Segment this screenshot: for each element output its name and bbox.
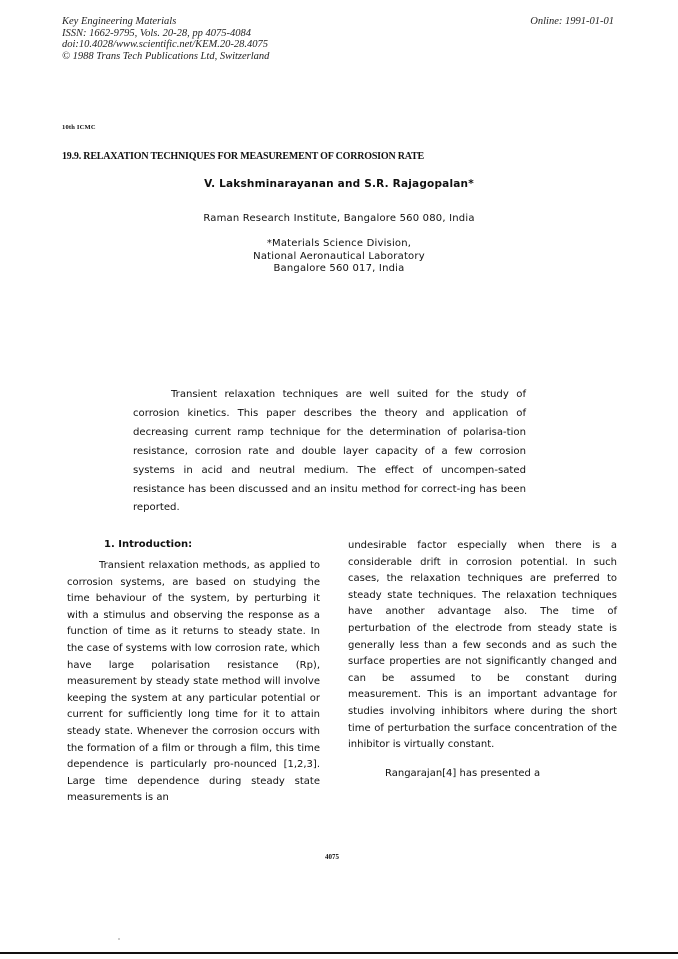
intro-paragraph-next: Rangarajan[4] has presented a <box>385 767 541 779</box>
affiliation-primary: Raman Research Institute, Bangalore 560 080, India <box>203 213 475 224</box>
affiliation-secondary-line-1: *Materials Science Division, <box>266 238 412 249</box>
right-column <box>348 538 617 782</box>
authors: V. Lakshminarayanan and S.R. Rajagopalan* <box>204 178 474 190</box>
section-heading: 1. Introduction: <box>104 539 193 550</box>
affiliation-secondary-line-3: Bangalore 560 017, India <box>273 263 405 274</box>
journal-header <box>62 16 269 62</box>
journal-name: Key Engineering Materials <box>62 16 177 27</box>
abstract <box>133 386 526 518</box>
affiliation-secondary-line-2: National Aeronautical Laboratory <box>253 251 425 262</box>
doi-line: doi:10.4028/www.scientific.net/KEM.20-28.4075 <box>62 39 268 50</box>
paper-title: 19.9. RELAXATION TECHNIQUES FOR MEASUREMENT OF CORROSION RATE <box>62 151 425 162</box>
conference-label: 10th ICMC <box>62 124 96 131</box>
scan-speck <box>118 938 120 940</box>
left-column <box>67 538 320 807</box>
page-number: 4075 <box>325 853 339 861</box>
abstract-text: Transient relaxation techniques are well suited for the study of corrosion kinetics. This paper describes the theory and application of decreasing current ramp technique for the determination of polarisa-tion resistance, corrosion rate and double layer capacity of a few corrosion systems in acid and neutral medium. The effect of uncompen-sated resistance has been discussed and an insitu method for correct-ing has been reported. <box>133 389 526 514</box>
intro-paragraph-left: Transient relaxation methods, as applied to corrosion systems, are based on studying the time behaviour of the system, by perturbing it with a stimulus and observing the response as a function of time as it returns to steady state. In the case of systems with low corrosion rate, which have large polarisation resistance (Rp), measurement by steady state method will involve keeping the system at any particular potential or current for sufficiently long time for it to attain steady state. Whenever the corrosion occurs with the formation of a film or through a film, this time dependence is particularly pro-nounced [1,2,3]. Large time dependence during steady state measurements is an <box>67 560 320 804</box>
bottom-rule <box>0 952 678 954</box>
issn-line: ISSN: 1662-9795, Vols. 20-28, pp 4075-4084 <box>62 27 251 39</box>
online-date: Online: 1991-01-01 <box>530 16 614 27</box>
intro-paragraph-right: undesirable factor especially when there is a considerable drift in corrosion potential. In such cases, the relaxation techniques are preferred to steady state techniques. The relaxation techniques have another advantage also. The time of perturbation of the electrode from steady state is generally less than a few seconds and as such the surface properties are not significantly changed and can be assumed to be constant during measurement. This is an important advantage for studies involving inhibitors where during the short time of perturbation the surface concentration of the inhibitor is virtually constant. <box>348 540 617 751</box>
copyright-line: © 1988 Trans Tech Publications Ltd, Switzerland <box>62 50 270 62</box>
